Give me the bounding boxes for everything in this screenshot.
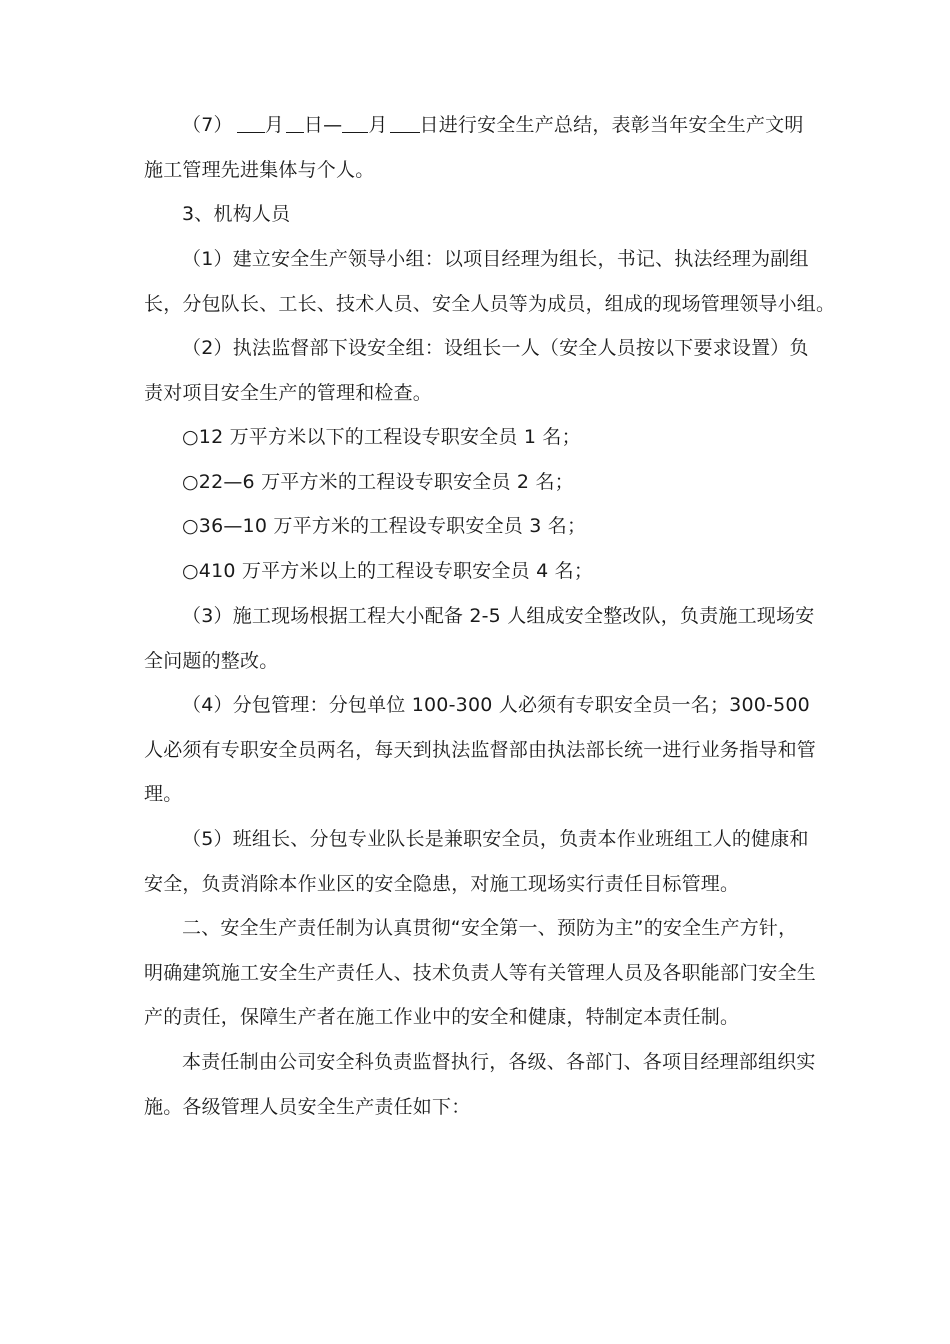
item7-month-1: 月 (264, 114, 284, 136)
item5-line2: 安全，负责消除本作业区的安全隐患，对施工现场实行责任目标管理。 (144, 873, 740, 895)
item4-line3: 理。 (144, 783, 183, 805)
item7-month-2: 月 (368, 114, 388, 136)
item7-prefix: （7） (182, 114, 233, 136)
item3-line1: （3）施工现场根据工程大小配备 2-5 人组成安全整改队，负责施工现场安 (182, 605, 815, 627)
item2-line2: 责对项目安全生产的管理和检查。 (144, 382, 433, 404)
bullet-item: ○12 万平方米以下的工程设专职安全员 1 名； (182, 426, 581, 448)
responsibility-line1: 本责任制由公司安全科负责监督执行，各级、各部门、各项目经理部组织实 (182, 1051, 816, 1073)
section3-heading: 3、机构人员 (182, 203, 291, 225)
blank-month-2 (342, 112, 368, 133)
item1-line2: 长，分包队长、工长、技术人员、安全人员等为成员，组成的现场管理领导小组。 (144, 293, 836, 315)
item4-line2: 人必须有专职安全员两名，每天到执法监督部由执法部长统一进行业务指导和管 (144, 739, 817, 761)
bullet-item: ○36—10 万平方米的工程设专职安全员 3 名； (182, 515, 587, 537)
section2-line1: 二、安全生产责任制为认真贯彻“安全第一、预防为主”的安全生产方针， (182, 917, 798, 939)
item7-day-1: 日— (303, 114, 343, 136)
item7-rest: 日进行安全生产总结，表彰当年安全生产文明 (419, 114, 804, 136)
blank-day-1 (286, 112, 304, 133)
item5-line1: （5）班组长、分包专业队长是兼职安全员，负责本作业班组工人的健康和 (182, 828, 809, 850)
item1-line1: （1）建立安全生产领导小组：以项目经理为组长，书记、执法经理为副组 (182, 248, 809, 270)
item7-line2: 施工管理先进集体与个人。 (144, 159, 375, 181)
blank-month-1 (237, 112, 265, 133)
item2-line1: （2）执法监督部下设安全组：设组长一人（安全人员按以下要求设置）负 (182, 337, 809, 359)
responsibility-line2: 施。各级管理人员安全生产责任如下： (144, 1096, 471, 1118)
item7-line1 (182, 112, 848, 138)
item4-line1: （4）分包管理：分包单位 100-300 人必须有专职安全员一名；300-500 (182, 694, 810, 716)
bullet-item: ○410 万平方米以上的工程设专职安全员 4 名； (182, 560, 594, 582)
blank-day-2 (390, 112, 420, 133)
section2-line2: 明确建筑施工安全生产责任人、技术负责人等有关管理人员及各职能部门安全生 (144, 962, 817, 984)
section2-line3: 产的责任，保障生产者在施工作业中的安全和健康，特制定本责任制。 (144, 1006, 740, 1028)
item3-line2: 全问题的整改。 (144, 650, 279, 672)
bullet-item: ○22—6 万平方米的工程设专职安全员 2 名； (182, 471, 574, 493)
